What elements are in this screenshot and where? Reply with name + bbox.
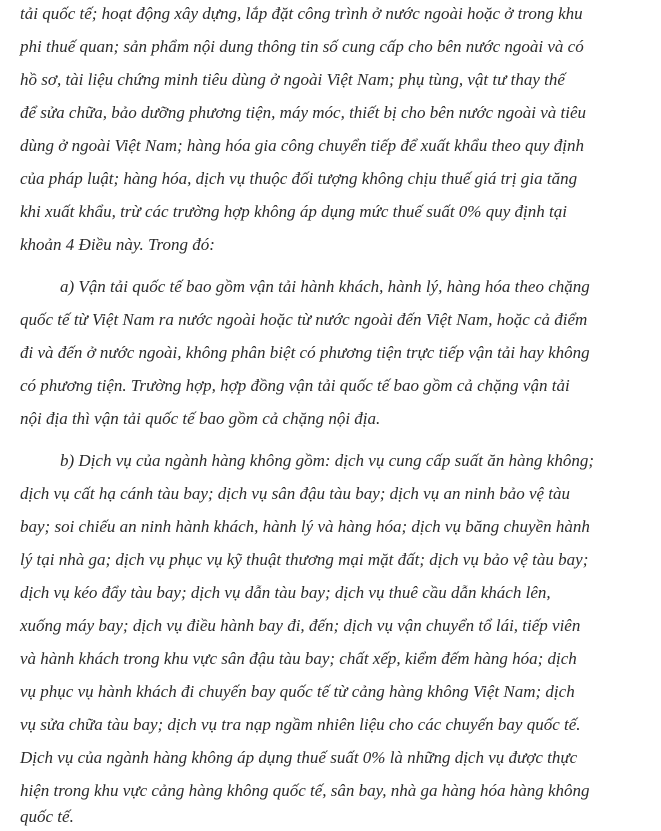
paragraph-b-line-10: Dịch vụ của ngành hàng không áp dụng thuế suất 0% là những dịch vụ được thực (20, 748, 578, 767)
paragraph-b-line-1: b) Dịch vụ của ngành hàng không gồm: dịch vụ cung cấp suất ăn hàng không; (60, 451, 594, 470)
paragraph-1-line-8: khoản 4 Điều này. Trong đó: (20, 235, 215, 254)
paragraph-b-line-8: vụ phục vụ hành khách đi chuyến bay quốc tế từ cảng hàng không Việt Nam; dịch (20, 682, 575, 701)
paragraph-a-line-5: nội địa thì vận tải quốc tế bao gồm cả chặng nội địa. (20, 409, 381, 428)
paragraph-1-line-7: khi xuất khẩu, trừ các trường hợp không áp dụng mức thuế suất 0% quy định tại (20, 202, 567, 221)
paragraph-1-line-1: tải quốc tế; hoạt động xây dựng, lắp đặt công trình ở nước ngoài hoặc ở trong khu (20, 4, 583, 23)
paragraph-b-line-2: dịch vụ cất hạ cánh tàu bay; dịch vụ sân đậu tàu bay; dịch vụ an ninh bảo vệ tàu (20, 484, 571, 503)
paragraph-1-line-5: dùng ở ngoài Việt Nam; hàng hóa gia công chuyển tiếp để xuất khẩu theo quy định (20, 136, 584, 155)
paragraph-1-line-6: của pháp luật; hàng hóa, dịch vụ thuộc đối tượng không chịu thuế giá trị gia tăng (20, 169, 578, 188)
paragraph-a-line-1: a) Vận tải quốc tế bao gồm vận tải hành khách, hành lý, hàng hóa theo chặng (60, 277, 590, 296)
paragraph-a-line-4: có phương tiện. Trường hợp, hợp đồng vận tải quốc tế bao gồm cả chặng vận tải (20, 376, 570, 395)
paragraph-a-line-3: đi và đến ở nước ngoài, không phân biệt có phương tiện trực tiếp vận tải hay không (20, 343, 590, 362)
paragraph-1-line-3: hồ sơ, tài liệu chứng minh tiêu dùng ở ngoài Việt Nam; phụ tùng, vật tư thay thế (20, 70, 565, 89)
paragraph-a-line-2: quốc tế từ Việt Nam ra nước ngoài hoặc từ nước ngoài đến Việt Nam, hoặc cả điểm (20, 310, 588, 329)
paragraph-1-line-2: phi thuế quan; sản phẩm nội dung thông tin số cung cấp cho bên nước ngoài và có (20, 37, 584, 56)
paragraph-b-line-7: và hành khách trong khu vực sân đậu tàu bay; chất xếp, kiểm đếm hàng hóa; dịch (20, 649, 577, 668)
paragraph-b-line-9: vụ sửa chữa tàu bay; dịch vụ tra nạp ngầm nhiên liệu cho các chuyến bay quốc tế. (20, 715, 581, 734)
paragraph-b-line-3: bay; soi chiếu an ninh hành khách, hành lý và hàng hóa; dịch vụ băng chuyền hành (20, 517, 590, 536)
paragraph-b-line-5: dịch vụ kéo đẩy tàu bay; dịch vụ dẫn tàu bay; dịch vụ thuê cầu dẫn khách lên, (20, 583, 551, 602)
paragraph-b-line-6: xuống máy bay; dịch vụ điều hành bay đi, đến; dịch vụ vận chuyển tổ lái, tiếp viên (20, 616, 581, 635)
paragraph-b-line-12: quốc tế. (20, 807, 74, 826)
paragraph-b-line-4: lý tại nhà ga; dịch vụ phục vụ kỹ thuật thương mại mặt đất; dịch vụ bảo vệ tàu bay; (20, 550, 589, 569)
paragraph-b-line-11: hiện trong khu vực cảng hàng không quốc tế, sân bay, nhà ga hàng hóa hàng không (20, 781, 590, 800)
paragraph-1-line-4: để sửa chữa, bảo dưỡng phương tiện, máy móc, thiết bị cho bên nước ngoài và tiêu (20, 103, 587, 122)
